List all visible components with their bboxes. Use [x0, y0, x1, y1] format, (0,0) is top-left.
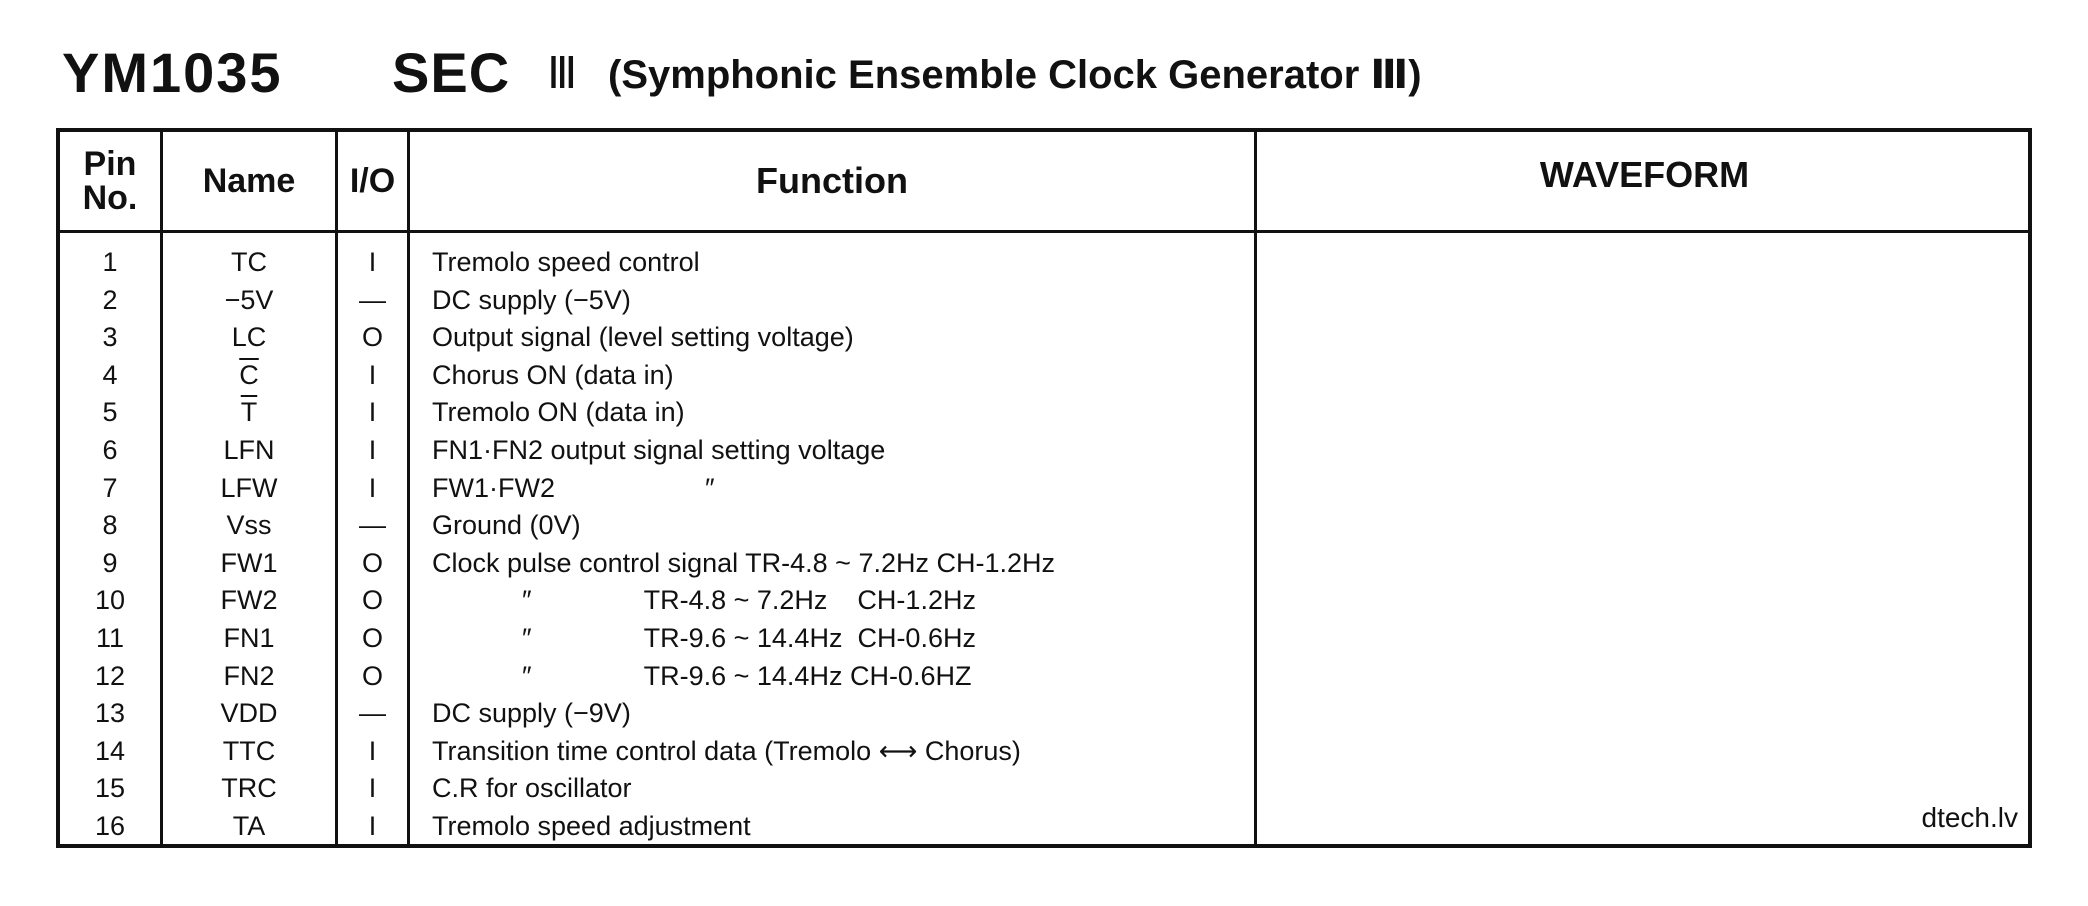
pin-number: 2 — [102, 284, 118, 315]
pin-io: O — [361, 547, 383, 578]
header-waveform: WAVEFORM — [1539, 154, 1750, 195]
header-function: Function — [756, 160, 908, 201]
pin-io: I — [368, 773, 377, 804]
table-row — [60, 470, 1257, 508]
pin-name: TC — [231, 247, 267, 277]
pin-number: 10 — [94, 585, 126, 616]
pin-number: 12 — [94, 660, 126, 691]
pin-name: $\overline{C}$ — [239, 359, 259, 390]
pin-io: O — [361, 585, 383, 616]
pin-function: DC supply (−5V) — [432, 284, 631, 315]
pin-function: FN1·FN2 output signal setting voltage — [432, 434, 886, 465]
pin-io: O — [361, 660, 383, 691]
pin-name: LFN — [223, 434, 275, 465]
pin-function: Tremolo speed control — [432, 247, 700, 277]
pin-number: 7 — [102, 472, 118, 503]
pin-function: Output signal (level setting voltage) — [432, 322, 854, 353]
pin-name: Vss — [226, 510, 272, 541]
title-model: YM1035 — [62, 41, 283, 104]
pin-io: I — [368, 397, 377, 428]
table-body — [60, 244, 1257, 846]
table-row — [60, 432, 1257, 470]
pin-function: Ground (0V) — [432, 510, 581, 541]
title-description: (Symphonic Ensemble Clock Generator Ⅲ) — [608, 53, 1422, 97]
pin-function: DC supply (−9V) — [432, 698, 631, 729]
pin-function: FW1·FW2 ″ — [432, 472, 715, 503]
table-row — [60, 733, 1257, 771]
table-row — [60, 620, 1257, 658]
pin-function: ″ TR-4.8 ~ 7.2Hz CH-1.2Hz — [432, 585, 976, 616]
pin-function: ″ TR-9.6 ~ 14.4Hz CH-0.6Hz — [432, 622, 976, 653]
table-row — [60, 582, 1257, 620]
table-row — [60, 770, 1257, 808]
pin-function: Transition time control data (Tremolo ⟷ Chorus) — [432, 735, 1021, 766]
pin-function: Tremolo ON (data in) — [432, 397, 685, 428]
header-pin-line1: Pin — [83, 145, 137, 183]
header-pin-no — [60, 132, 160, 230]
pin-io: I — [368, 810, 377, 841]
pin-name: FW1 — [220, 547, 278, 578]
pin-function: Chorus ON (data in) — [432, 359, 674, 390]
pin-number: 6 — [102, 434, 118, 465]
header-name: Name — [202, 162, 296, 200]
pin-io: O — [361, 622, 383, 653]
pin-function: C.R for oscillator — [432, 773, 632, 804]
pin-name: −5V — [224, 284, 274, 315]
pin-function: Clock pulse control signal TR-4.8 ~ 7.2Hz CH-1.2Hz — [432, 547, 1056, 578]
pin-number: 9 — [102, 547, 118, 578]
header-io: I/O — [349, 162, 396, 200]
pin-io: I — [368, 735, 377, 766]
pin-io: O — [361, 322, 383, 353]
table-row — [60, 282, 1257, 320]
pin-io: — — [359, 698, 386, 729]
table-row — [60, 394, 1257, 432]
pin-name: FN1 — [223, 622, 275, 653]
pin-number: 4 — [102, 359, 118, 390]
pin-number: 3 — [102, 322, 118, 353]
pin-name: LC — [231, 322, 267, 353]
pin-io: I — [368, 359, 377, 390]
pin-name: LFW — [220, 472, 278, 503]
pin-function: ″ TR-9.6 ~ 14.4Hz CH-0.6HZ — [432, 660, 972, 691]
pin-name: VDD — [220, 698, 278, 729]
pin-number: 5 — [102, 397, 118, 428]
pin-function-table — [56, 128, 2032, 848]
pin-name: FW2 — [220, 585, 278, 616]
pin-name: FN2 — [223, 660, 275, 691]
title-series: SEC — [392, 41, 511, 104]
pin-number: 8 — [102, 510, 118, 541]
pin-io: I — [368, 247, 377, 277]
pin-name: $\overline{T}$ — [240, 397, 258, 428]
pin-number: 13 — [94, 698, 126, 729]
pin-number: 11 — [95, 622, 125, 653]
pin-name: TTC — [222, 735, 276, 766]
table-row — [60, 658, 1257, 696]
table-row — [60, 545, 1257, 583]
pin-number: 15 — [94, 773, 126, 804]
pin-io: — — [359, 510, 386, 541]
table-row — [60, 695, 1257, 733]
pin-number: 14 — [94, 735, 126, 766]
pin-name: TRC — [221, 773, 277, 804]
pin-name: TA — [232, 810, 266, 841]
table-row — [60, 507, 1257, 545]
header-pin-line2: No. — [82, 179, 138, 217]
pin-number: 16 — [94, 810, 126, 841]
title-series-roman: Ⅲ — [547, 49, 578, 98]
table-row — [60, 319, 1257, 357]
pin-number: 1 — [102, 247, 118, 277]
pin-io: I — [368, 434, 377, 465]
table-row — [60, 357, 1257, 395]
table-row — [60, 808, 1257, 846]
pin-io: I — [368, 472, 377, 503]
pin-function: Tremolo speed adjustment — [432, 810, 751, 841]
header-divider — [60, 230, 2028, 233]
pin-io: — — [359, 284, 386, 315]
table-row — [60, 244, 1257, 282]
watermark-text: dtech.lv — [1921, 802, 2018, 833]
